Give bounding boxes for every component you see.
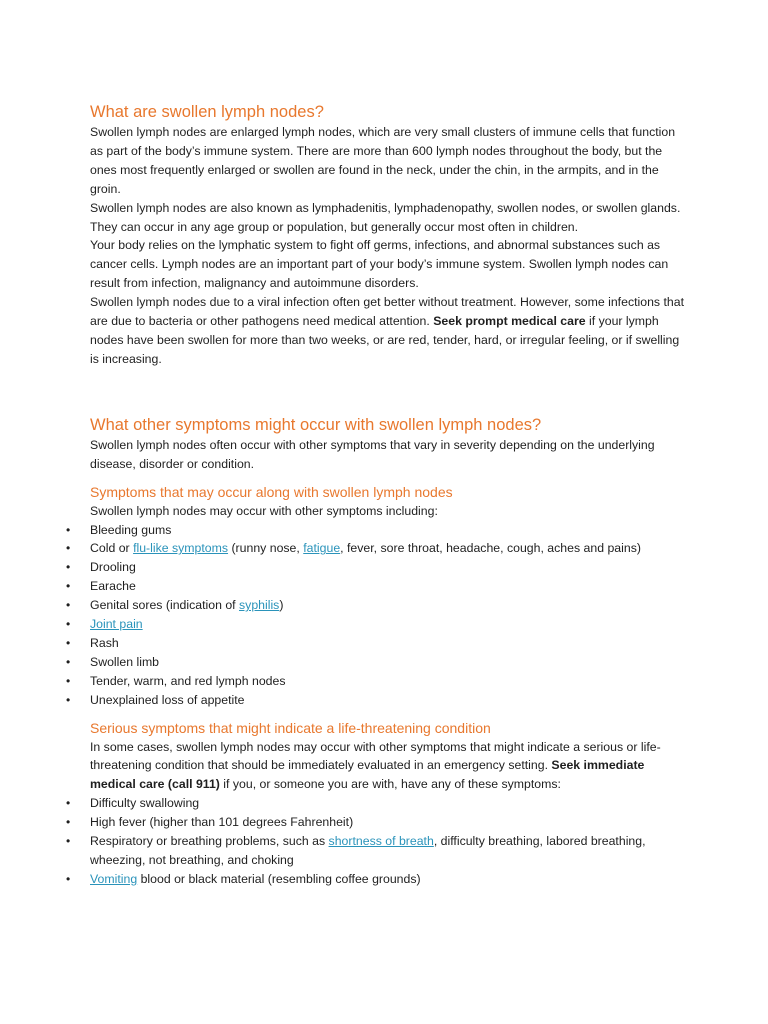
article-body: [90, 102, 690, 889]
list-item: • Rash: [90, 634, 690, 653]
list-item: • Bleeding gums: [90, 521, 690, 540]
list-item-text: , fever, sore throat, headache, cough, aches and pains): [340, 541, 641, 556]
list-item: • High fever (higher than 101 degrees Fahrenheit): [90, 813, 690, 832]
list-item: • Difficulty swallowing: [90, 794, 690, 813]
seek-prompt-care-emphasis: Seek prompt medical care: [433, 314, 586, 329]
shortness-of-breath-link[interactable]: shortness of breath: [328, 834, 434, 849]
paragraph-definition: Swollen lymph nodes are enlarged lymph nodes, which are very small clusters of immune cells that function as part of the body’s immune system. There are more than 600 lymph nodes throughout the body, but the ones most frequently enlarged or swollen are found in the neck, under the chin, in the armpits, and in the groin.: [90, 125, 676, 196]
list-item: • Drooling: [90, 558, 690, 577]
list-item: [90, 539, 690, 558]
list-item-text: ): [279, 598, 284, 613]
list-item: • Unexplained loss of appetite: [90, 691, 690, 710]
serious-intro-start: In some cases, swollen lymph nodes may occur with other symptoms that might indicate a serious or life-threatening condition that should be immediately evaluated in an emergency setting.: [90, 739, 661, 773]
paragraph-serious-intro: [90, 738, 690, 795]
subheading-symptoms-along: Symptoms that may occur along with swollen lymph nodes: [90, 483, 453, 500]
paragraph-treatment: [90, 293, 690, 369]
list-item: [90, 870, 690, 889]
serious-intro-end: if you, or someone you are with, have any of these symptoms:: [219, 777, 561, 792]
list-item: • Swollen limb: [90, 653, 690, 672]
list-item: [90, 832, 690, 870]
section-spacer: [90, 474, 690, 483]
list-item: • Tender, warm, and red lymph nodes: [90, 672, 690, 691]
list-item: • Earache: [90, 577, 690, 596]
list-item: [90, 615, 690, 634]
paragraph-lymphatic-system: Your body relies on the lymphatic system to fight off germs, infections, and abnormal substances such as cancer cells. Lymph nodes are an important part of your body’s immune system. Swollen lymph nodes can result from infection, malignancy and autoimmune disorders.: [90, 238, 669, 291]
heading-what-are-swollen-lymph-nodes: What are swollen lymph nodes?: [90, 103, 324, 121]
heading-other-symptoms: What other symptoms might occur with swollen lymph nodes?: [90, 415, 542, 434]
paragraph-symptoms-intro: Swollen lymph nodes may occur with other symptoms including:: [90, 503, 438, 518]
flu-like-symptoms-link[interactable]: flu-like symptoms: [133, 541, 229, 556]
vomiting-link[interactable]: Vomiting: [90, 871, 138, 886]
syphilis-link[interactable]: syphilis: [239, 598, 280, 613]
list-item-text: Respiratory or breathing problems, such as: [90, 834, 329, 849]
symptoms-list: [90, 521, 690, 710]
list-item-text: blood or black material (resembling coffee grounds): [137, 871, 421, 886]
subheading-serious-symptoms: Serious symptoms that might indicate a life-threatening condition: [90, 719, 491, 736]
list-item-text: , difficulty breathing, labored breathing, wheezing, not breathing, and choking: [90, 834, 646, 867]
list-item-text: (runny nose,: [228, 541, 304, 556]
section-spacer: [90, 369, 690, 415]
list-item-text: Cold or: [90, 541, 134, 556]
paragraph-other-symptoms-intro: Swollen lymph nodes often occur with other symptoms that vary in severity depending on the underlying disease, disorder or condition.: [90, 437, 655, 471]
section-spacer: [90, 710, 690, 719]
list-item-text: Genital sores (indication of: [90, 598, 240, 613]
seek-immediate-care-emphasis: Seek immediate medical care (call 911): [90, 758, 645, 792]
serious-symptoms-list: [90, 794, 690, 889]
fatigue-link[interactable]: fatigue: [303, 541, 341, 556]
treatment-text-end: if your lymph nodes have been swollen for more than two weeks, or are red, tender, hard, or irregular feeling, or if swelling is increasing.: [90, 314, 680, 366]
joint-pain-link[interactable]: Joint pain: [90, 617, 143, 632]
list-item: [90, 596, 690, 615]
treatment-text-start: Swollen lymph nodes due to a viral infection often get better without treatment. However, some infections that are due to bacteria or other pathogens need medical attention.: [90, 295, 684, 329]
paragraph-also-known-as: Swollen lymph nodes are also known as lymphadenitis, lymphadenopathy, swollen nodes, or swollen glands. They can occur in any age group or population, but generally occur most often in children.: [90, 200, 681, 234]
